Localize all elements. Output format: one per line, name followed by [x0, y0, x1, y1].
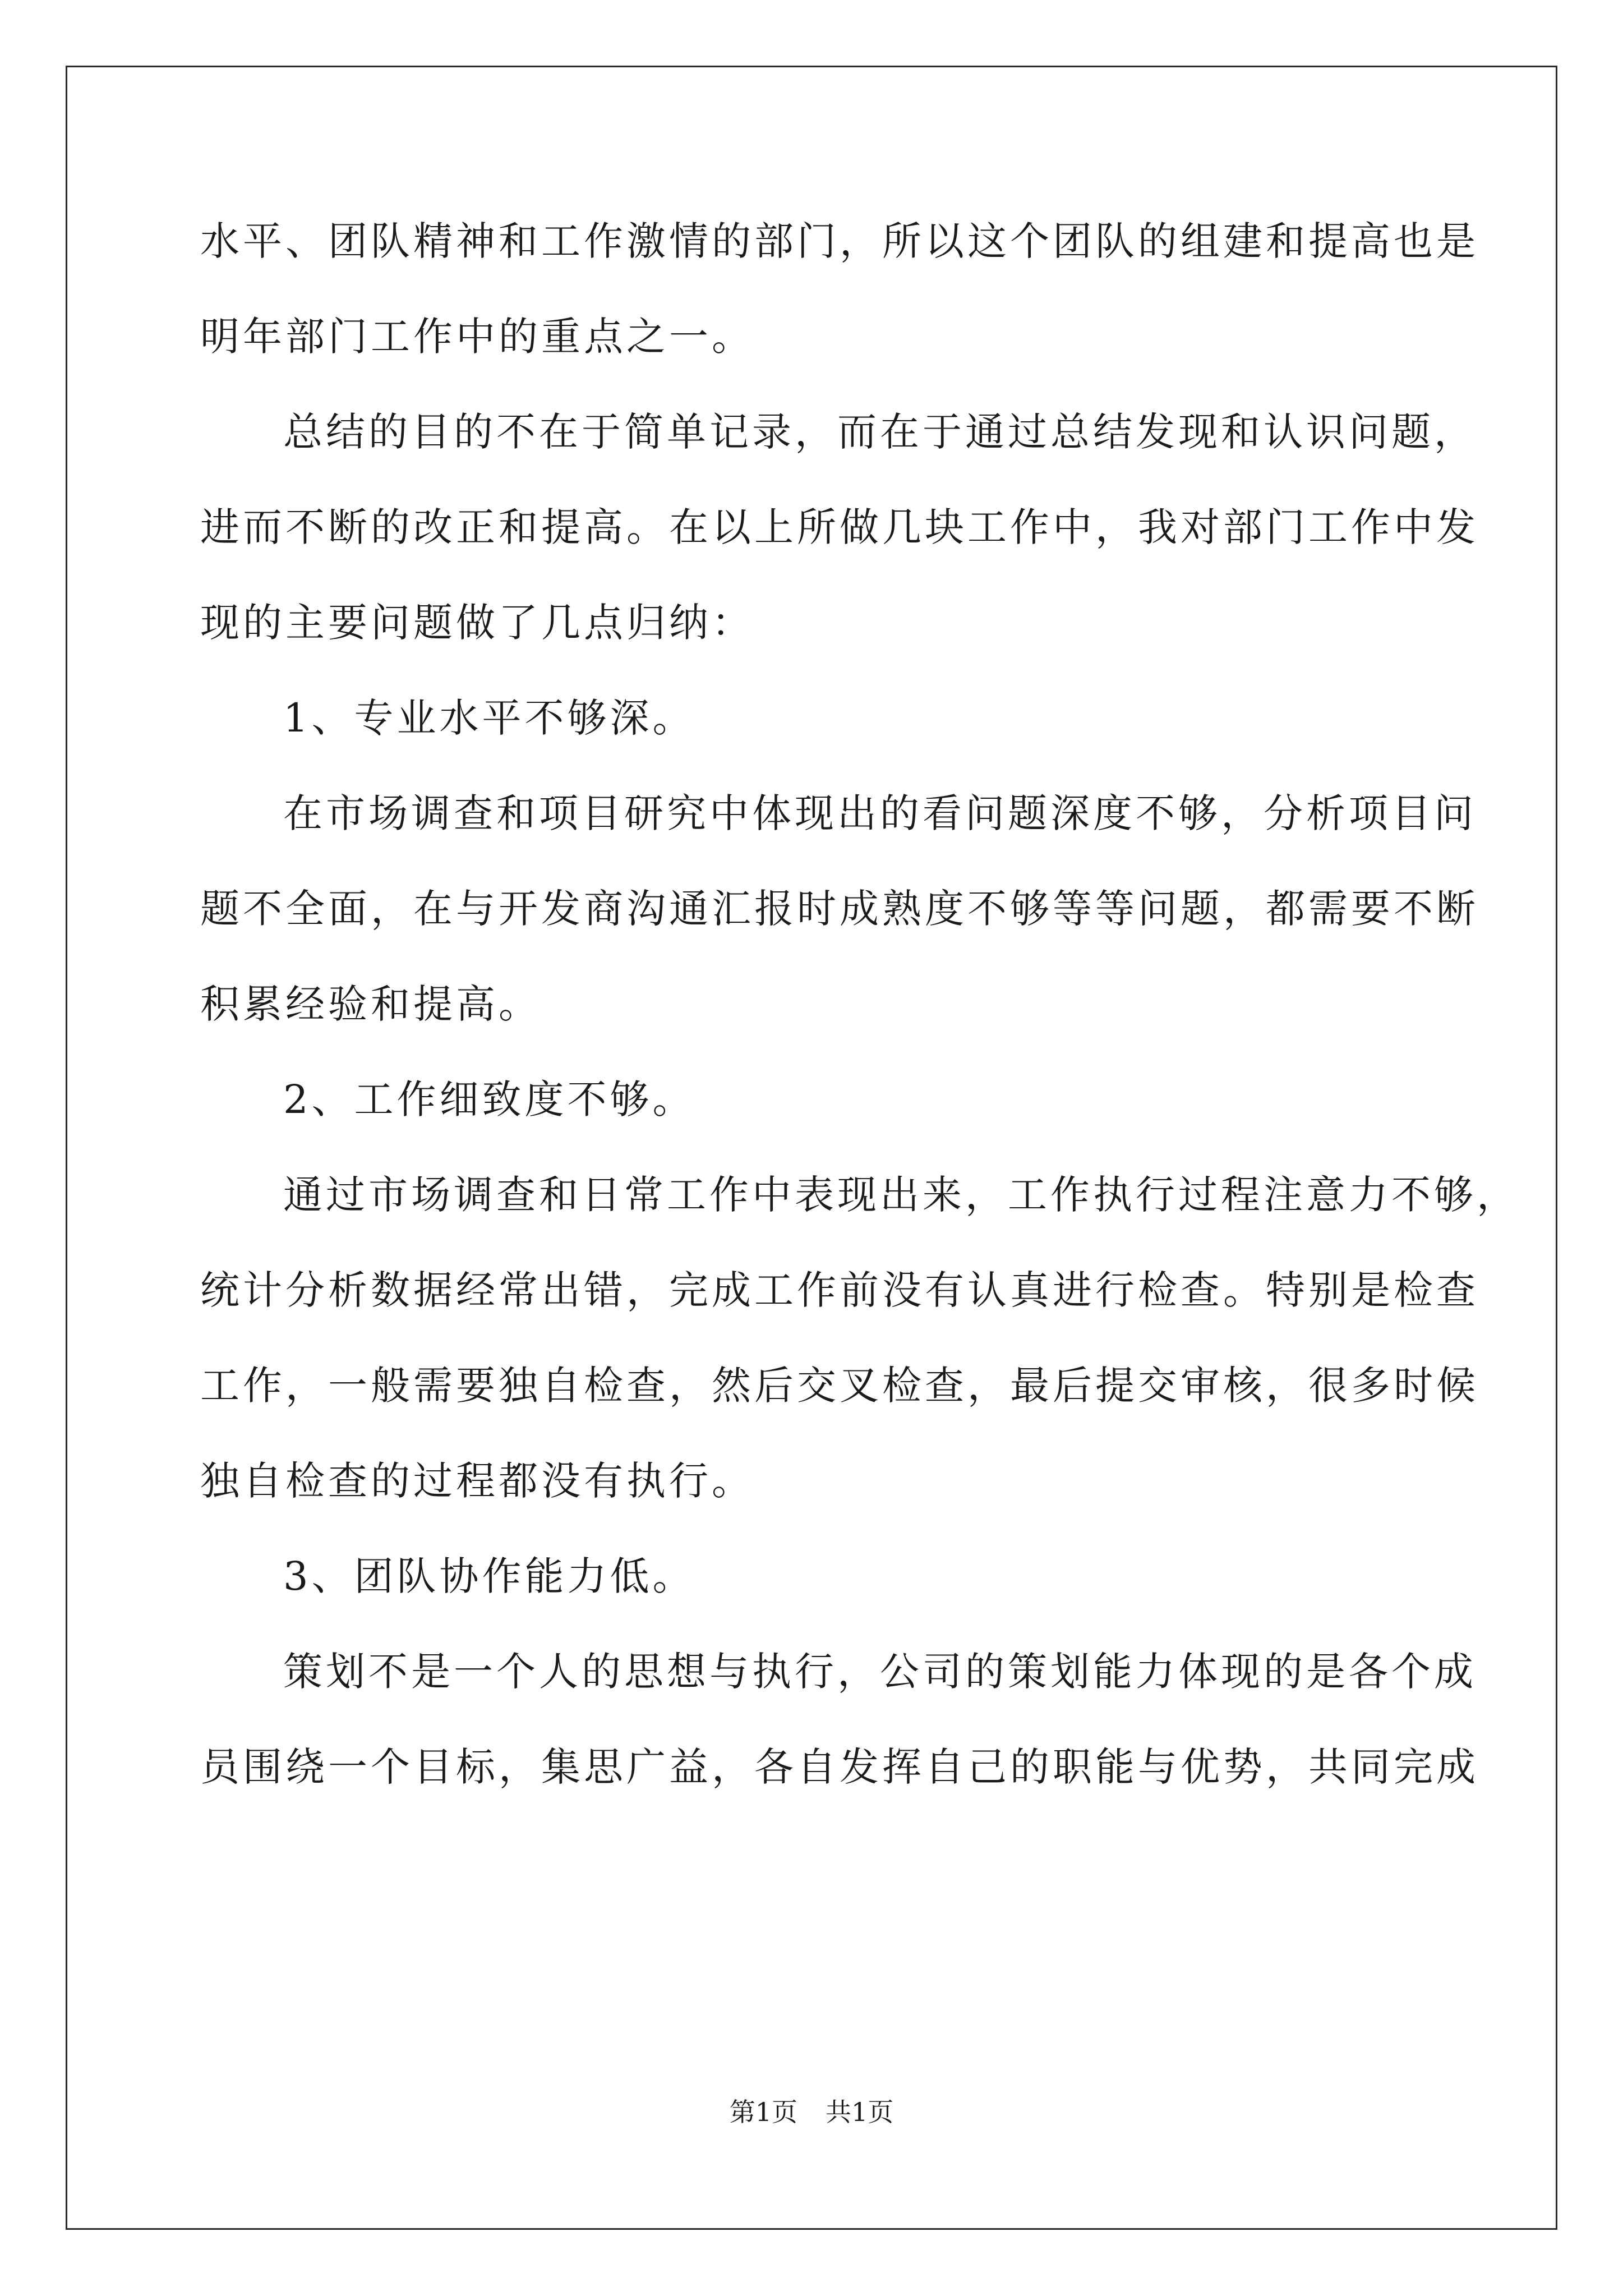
list-heading: 3、团队协作能力低。 — [283, 1553, 695, 1599]
text-line: 进而不断的改正和提高。在以上所做几块工作中，我对部门工作中发 — [200, 504, 1479, 550]
text-line: 在市场调查和项目研究中体现出的看问题深度不够，分析项目问 — [283, 790, 1477, 836]
page-total: 共1页 — [826, 2097, 894, 2127]
list-heading: 2、工作细致度不够。 — [283, 1076, 695, 1122]
page-border — [66, 66, 1557, 2230]
page-number: 第1页 — [729, 2097, 797, 2127]
text-line: 策划不是一个人的思想与执行，公司的策划能力体现的是各个成 — [283, 1649, 1477, 1695]
page-footer — [0, 2095, 1623, 2129]
text-line: 题不全面，在与开发商沟通汇报时成熟度不够等等问题，都需要不断 — [200, 886, 1479, 932]
list-heading: 1、专业水平不够深。 — [283, 695, 695, 741]
text-line: 工作，一般需要独自检查，然后交叉检查，最后提交审核，很多时候 — [200, 1363, 1479, 1409]
text-line: 明年部门工作中的重点之一。 — [200, 314, 754, 360]
text-line: 总结的目的不在于简单记录，而在于通过总结发现和认识问题， — [283, 409, 1477, 455]
text-line: 通过市场调查和日常工作中表现出来，工作执行过程注意力不够， — [283, 1172, 1519, 1218]
text-line: 积累经验和提高。 — [200, 981, 541, 1027]
text-line: 统计分析数据经常出错，完成工作前没有认真进行检查。特别是检查 — [200, 1267, 1479, 1313]
text-line: 员围绕一个目标，集思广益，各自发挥自己的职能与优势，共同完成 — [200, 1744, 1479, 1790]
text-line: 独自检查的过程都没有执行。 — [200, 1458, 754, 1504]
text-line: 现的主要问题做了几点归纳： — [200, 600, 754, 646]
text-line: 水平、团队精神和工作激情的部门，所以这个团队的组建和提高也是 — [200, 218, 1479, 264]
